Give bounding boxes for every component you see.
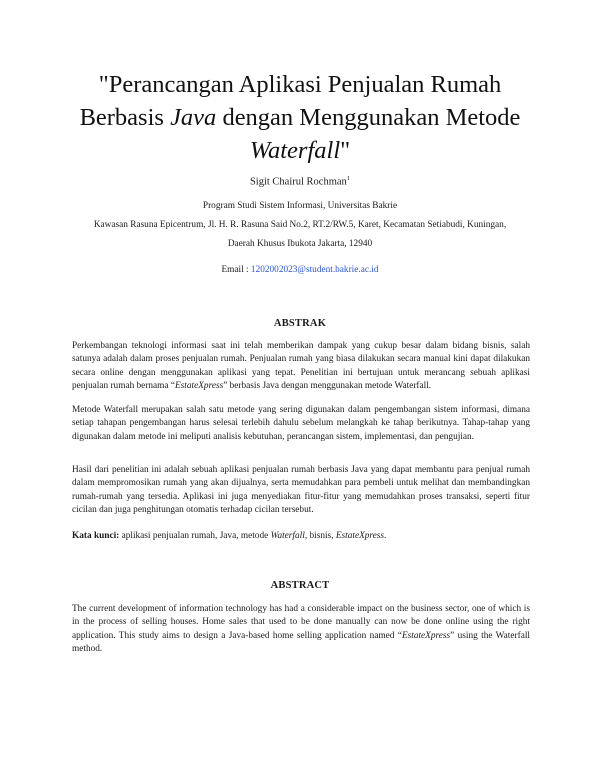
paragraph-italic: EstateXpress bbox=[401, 630, 451, 641]
author-text: Sigit Chairul Rochman bbox=[249, 176, 347, 188]
affiliation bbox=[60, 197, 540, 254]
email-link[interactable]: 1202002023@student.bakrie.ac.id bbox=[250, 265, 379, 275]
paragraph-text: ” using the Waterfall method. bbox=[72, 630, 530, 655]
keywords-italic: Waterfall bbox=[270, 531, 305, 541]
abstract-paragraph-1 bbox=[72, 603, 530, 657]
paper-title bbox=[40, 68, 560, 167]
keywords-italic: EstateXpress bbox=[335, 531, 385, 541]
email-label: Email : bbox=[221, 265, 251, 275]
paragraph-italic: EstateXpress bbox=[175, 381, 224, 392]
affiliation-line-3: Daerah Khusus Ibukota Jakarta, 12940 bbox=[227, 239, 373, 249]
author-superscript: 1 bbox=[346, 175, 351, 182]
abstrak-paragraph-2: Metode Waterfall merupakan salah satu metode yang sering digunakan dalam pengembangan sistem informasi, dimana setiap tahapan pengembangan harus selesai terlebih dahulu sebelum melangkah ke tahap berikutnya. Tahap-tahap yang digunakan dalam metode ini meliputi analisis kebutuhan, perancangan sistem, implementasi, dan pengujian. bbox=[72, 405, 530, 442]
affiliation-line-2: Kawasan Rasuna Epicentrum, Jl. H. R. Rasuna Said No.2, RT.2/RW.5, Karet, Kecamatan Setiabudi, Kuningan, bbox=[93, 220, 507, 230]
keywords bbox=[72, 530, 530, 543]
abstrak-paragraph-1 bbox=[72, 340, 530, 394]
keywords-text: . bbox=[384, 531, 387, 541]
paragraph-text: The current development of information technology has had a considerable impact on the business sector, one of which is in the process of selling houses. Home sales that used to be done manually can now be done online using the right application. This study aims to design a Java-based home selling application named “ bbox=[72, 604, 530, 641]
abstrak-paragraph-3: Hasil dari penelitian ini adalah sebuah aplikasi penjualan rumah berbasis Java yang dapat membantu para penjual rumah dalam mempromosikan rumah yang akan dijualnya, serta memudahkan para pembeli untuk melihat dan membandingkan rumah-rumah yang tersedia. Aplikasi ini juga menyediakan fitur-fitur yang memudahkan proses transaksi, seperti fitur cicilan dan juga penghitungan otomatis terhadap cicilan tersebut. bbox=[72, 465, 530, 516]
paragraph-text: ” berbasis Java dengan menggunakan metode Waterfall. bbox=[223, 381, 432, 392]
title-line-3 bbox=[40, 134, 560, 167]
keywords-label: Kata kunci: bbox=[72, 531, 120, 541]
title-line-2 bbox=[40, 101, 560, 134]
email-line bbox=[0, 265, 600, 275]
abstrak-heading: ABSTRAK bbox=[273, 318, 327, 329]
keywords-text: , bisnis, bbox=[304, 531, 336, 541]
abstract-heading: ABSTRACT bbox=[270, 580, 330, 591]
title-line-1: "Perancangan Aplikasi Penjualan Rumah bbox=[98, 71, 502, 98]
title-text: " bbox=[340, 137, 351, 164]
paragraph-text: Perkembangan teknologi informasi saat ini telah memberikan dampak yang cukup besar dalam bidang bisnis, salah satunya adalah dalam proses penjualan rumah. Penjualan rumah yang biasa dilakukan secara manual kini dapat dilakukan secara online dengan menggunakan aplikasi yang tepat. Penelitian ini bertujuan untuk merancang sebuah aplikasi penjualan rumah bernama “ bbox=[72, 341, 530, 392]
title-text: dengan Menggunakan Metode bbox=[216, 104, 521, 131]
title-italic-waterfall: Waterfall bbox=[249, 137, 341, 164]
title-italic-java: Java bbox=[170, 104, 217, 131]
affiliation-line-1: Program Studi Sistem Informasi, Universitas Bakrie bbox=[202, 201, 398, 211]
title-text: Berbasis bbox=[79, 104, 171, 131]
author-name bbox=[0, 175, 600, 188]
keywords-text: aplikasi penjualan rumah, Java, metode bbox=[119, 531, 271, 541]
